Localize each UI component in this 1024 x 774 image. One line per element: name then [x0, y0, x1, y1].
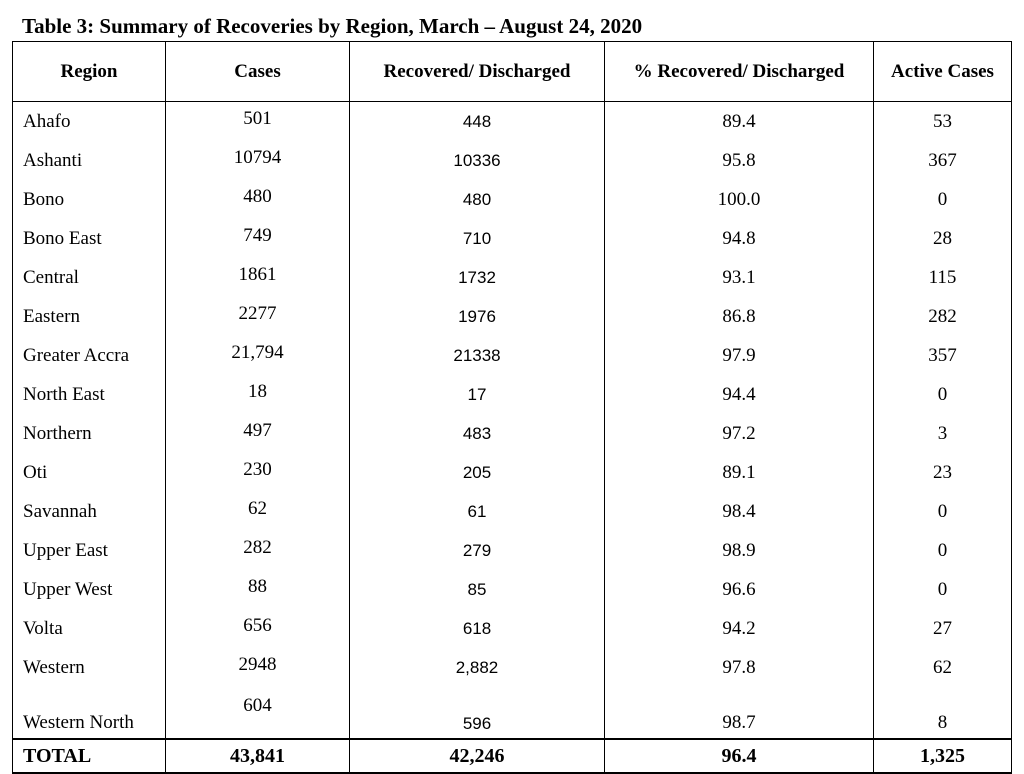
cell-pct-recovered: 89.4	[605, 102, 874, 142]
cell-cases: 88	[166, 570, 350, 609]
cell-cases: 656	[166, 609, 350, 648]
cell-recovered: 279	[350, 531, 605, 570]
cell-cases: 604	[166, 687, 350, 739]
cell-recovered: 1976	[350, 297, 605, 336]
cell-region: Western North	[13, 687, 166, 739]
cell-active-cases: 3	[874, 414, 1012, 453]
table-row	[13, 375, 1012, 414]
cell-recovered: 480	[350, 180, 605, 219]
cell-region: Central	[13, 258, 166, 297]
table-row	[13, 336, 1012, 375]
cell-recovered: 21338	[350, 336, 605, 375]
cell-region: Volta	[13, 609, 166, 648]
total-recovered: 42,246	[350, 739, 605, 773]
header-pct-recovered: % Recovered/ Discharged	[605, 42, 874, 102]
table-row	[13, 453, 1012, 492]
cell-region: Ashanti	[13, 141, 166, 180]
total-row	[13, 739, 1012, 773]
cell-active-cases: 27	[874, 609, 1012, 648]
cell-active-cases: 0	[874, 531, 1012, 570]
cell-pct-recovered: 95.8	[605, 141, 874, 180]
cell-pct-recovered: 94.2	[605, 609, 874, 648]
cell-recovered: 61	[350, 492, 605, 531]
cell-recovered: 618	[350, 609, 605, 648]
cell-pct-recovered: 97.9	[605, 336, 874, 375]
cell-pct-recovered: 94.8	[605, 219, 874, 258]
header-active-cases: Active Cases	[874, 42, 1012, 102]
cell-pct-recovered: 97.8	[605, 648, 874, 687]
cell-region: North East	[13, 375, 166, 414]
recoveries-table	[12, 41, 1012, 774]
cell-recovered: 483	[350, 414, 605, 453]
table-row	[13, 180, 1012, 219]
total-label: TOTAL	[13, 739, 166, 773]
cell-active-cases: 62	[874, 648, 1012, 687]
cell-recovered: 17	[350, 375, 605, 414]
table-row	[13, 414, 1012, 453]
cell-region: Western	[13, 648, 166, 687]
cell-cases: 497	[166, 414, 350, 453]
header-row	[13, 42, 1012, 102]
cell-region: Upper West	[13, 570, 166, 609]
cell-cases: 501	[166, 102, 350, 142]
header-cases: Cases	[166, 42, 350, 102]
table-row	[13, 687, 1012, 739]
cell-pct-recovered: 96.6	[605, 570, 874, 609]
header-region: Region	[13, 42, 166, 102]
cell-cases: 1861	[166, 258, 350, 297]
cell-cases: 480	[166, 180, 350, 219]
total-active-cases: 1,325	[874, 739, 1012, 773]
cell-region: Savannah	[13, 492, 166, 531]
table-row	[13, 297, 1012, 336]
cell-active-cases: 115	[874, 258, 1012, 297]
cell-active-cases: 28	[874, 219, 1012, 258]
cell-recovered: 85	[350, 570, 605, 609]
cell-active-cases: 0	[874, 570, 1012, 609]
cell-region: Eastern	[13, 297, 166, 336]
cell-recovered: 596	[350, 687, 605, 739]
header-recovered: Recovered/ Discharged	[350, 42, 605, 102]
cell-region: Ahafo	[13, 102, 166, 142]
cell-cases: 749	[166, 219, 350, 258]
cell-cases: 2948	[166, 648, 350, 687]
cell-recovered: 205	[350, 453, 605, 492]
cell-pct-recovered: 98.9	[605, 531, 874, 570]
table-row	[13, 102, 1012, 142]
cell-active-cases: 53	[874, 102, 1012, 142]
table-row	[13, 570, 1012, 609]
cell-region: Greater Accra	[13, 336, 166, 375]
cell-active-cases: 0	[874, 375, 1012, 414]
cell-recovered: 10336	[350, 141, 605, 180]
cell-pct-recovered: 98.4	[605, 492, 874, 531]
cell-region: Oti	[13, 453, 166, 492]
cell-recovered: 1732	[350, 258, 605, 297]
total-cases: 43,841	[166, 739, 350, 773]
cell-cases: 10794	[166, 141, 350, 180]
cell-cases: 2277	[166, 297, 350, 336]
cell-recovered: 2,882	[350, 648, 605, 687]
table-row	[13, 531, 1012, 570]
cell-pct-recovered: 97.2	[605, 414, 874, 453]
cell-region: Northern	[13, 414, 166, 453]
cell-recovered: 710	[350, 219, 605, 258]
cell-active-cases: 0	[874, 492, 1012, 531]
cell-active-cases: 282	[874, 297, 1012, 336]
cell-pct-recovered: 98.7	[605, 687, 874, 739]
cell-active-cases: 23	[874, 453, 1012, 492]
cell-active-cases: 357	[874, 336, 1012, 375]
cell-cases: 62	[166, 492, 350, 531]
cell-pct-recovered: 100.0	[605, 180, 874, 219]
table-row	[13, 141, 1012, 180]
cell-region: Bono	[13, 180, 166, 219]
table-row	[13, 648, 1012, 687]
cell-recovered: 448	[350, 102, 605, 142]
cell-cases: 18	[166, 375, 350, 414]
cell-active-cases: 0	[874, 180, 1012, 219]
cell-pct-recovered: 93.1	[605, 258, 874, 297]
cell-region: Upper East	[13, 531, 166, 570]
table-row	[13, 258, 1012, 297]
total-pct-recovered: 96.4	[605, 739, 874, 773]
cell-pct-recovered: 94.4	[605, 375, 874, 414]
cell-active-cases: 367	[874, 141, 1012, 180]
table-row	[13, 492, 1012, 531]
cell-cases: 282	[166, 531, 350, 570]
cell-active-cases: 8	[874, 687, 1012, 739]
cell-cases: 230	[166, 453, 350, 492]
cell-pct-recovered: 86.8	[605, 297, 874, 336]
table-title: Table 3: Summary of Recoveries by Region, March – August 24, 2020	[22, 14, 643, 38]
table-row	[13, 609, 1012, 648]
cell-pct-recovered: 89.1	[605, 453, 874, 492]
table-row	[13, 219, 1012, 258]
cell-region: Bono East	[13, 219, 166, 258]
cell-cases: 21,794	[166, 336, 350, 375]
